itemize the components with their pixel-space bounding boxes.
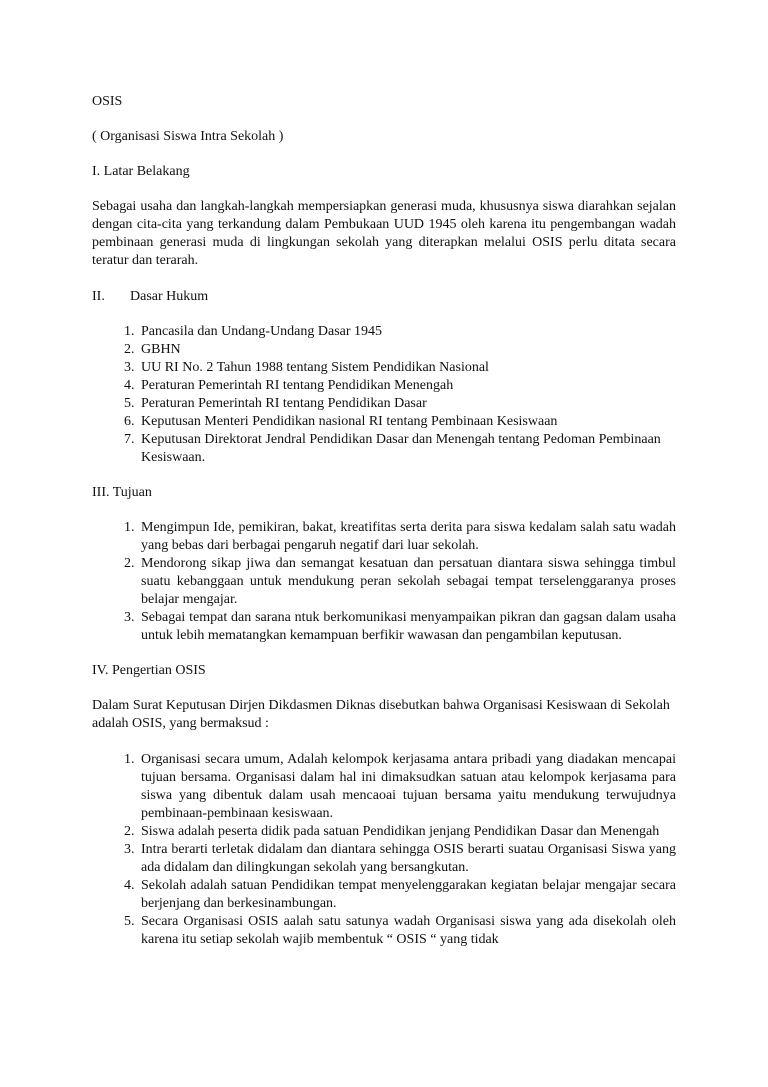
list-item: 5. Secara Organisasi OSIS aalah satu satunya wadah Organisasi siswa yang ada disekolah oleh karena itu setiap sekolah wajib membentuk “ OSIS “ yang tidak — [138, 913, 676, 949]
list-item: 4. Sekolah adalah satuan Pendidikan tempat menyelenggarakan kegiatan belajar mengajar secara berjenjang dan berkesinambungan. — [138, 877, 676, 913]
document-page — [92, 93, 676, 966]
list-item: 2. GBHN — [138, 341, 676, 359]
list-item: 5. Peraturan Pemerintah RI tentang Pendidikan Dasar — [138, 395, 676, 413]
list-item: 3. Sebagai tempat dan sarana ntuk berkomunikasi menyampaikan pikran dan gagsan dalam usaha untuk lebih mematangkan kemampuan berfikir wawasan dan pengambilan keputusan. — [138, 609, 676, 645]
list-item: 1. Mengimpun Ide, pemikiran, bakat, kreatifitas serta derita para siswa kedalam salah satu wadah yang bebas dari berbagai pengaruh negatif dari luar sekolah. — [138, 519, 676, 555]
section-heading-dasar — [92, 288, 676, 306]
doc-title: OSIS — [92, 94, 123, 109]
list-item: 1. Organisasi secara umum, Adalah kelompok kerjasama antara pribadi yang diadakan mencapai tujuan bersama. Organisasi dalam hal ini dimaksudkan satuan atau kelompok kerjasama para siswa yang dibentuk dalam usah mencaoai tujuan bersama yaitu mendukung terwujudnya pembinaan-pembinaan kesiswaan. — [138, 751, 676, 823]
list-item: 6. Keputusan Menteri Pendidikan nasional RI tentang Pembinaan Kesiswaan — [138, 413, 676, 431]
list-item: 2. Mendorong sikap jiwa dan semangat kesatuan dan persatuan diantara siswa sehingga timbul suatu kebanggaan untuk mendukung peran sekolah sebagai tempat terselenggaranya proses belajar mengajar. — [138, 555, 676, 609]
list-item: 4. Peraturan Pemerintah RI tentang Pendidikan Menengah — [138, 377, 676, 395]
list-item: 2. Siswa adalah peserta didik pada satuan Pendidikan jenjang Pendidikan Dasar dan Menengah — [138, 823, 676, 841]
pengertian-intro: Dalam Surat Keputusan Dirjen Dikdasmen Diknas disebutkan bahwa Organisasi Kesiswaan di Sekolah adalah OSIS, yang bermaksud : — [92, 698, 670, 731]
section-number: II. — [92, 289, 105, 304]
list-item: 3. UU RI No. 2 Tahun 1988 tentang Sistem Pendidikan Nasional — [138, 359, 676, 377]
section-heading-latar: I. Latar Belakang — [92, 164, 190, 179]
list-item: 7. Keputusan Direktorat Jendral Pendidikan Dasar dan Menengah tentang Pedoman Pembinaan Kesiswaan. — [138, 431, 676, 467]
latar-paragraph: Sebagai usaha dan langkah-langkah mempersiapkan generasi muda, khususnya siswa diarahkan sejalan dengan cita-cita yang terkandung dalam Pembukaan UUD 1945 oleh karena itu pengembangan wadah pembinaan generasi muda di lingkungan sekolah yang diterapkan melalui OSIS perlu ditata secara teratur dan terarah. — [92, 199, 676, 268]
list-item: 3. Intra berarti terletak didalam dan diantara sehingga OSIS berarti suatau Organisasi Siswa yang ada didalam dan dilingkungan sekolah yang bersangkutan. — [138, 841, 676, 877]
doc-subtitle: ( Organisasi Siswa Intra Sekolah ) — [92, 129, 284, 144]
section-heading-pengertian: IV. Pengertian OSIS — [92, 663, 206, 678]
section-title: Dasar Hukum — [130, 289, 209, 304]
list-item: 1. Pancasila dan Undang-Undang Dasar 1945 — [138, 323, 676, 341]
tujuan-list — [92, 519, 676, 645]
pengertian-list — [92, 751, 676, 949]
dasar-list — [92, 323, 676, 467]
section-heading-tujuan: III. Tujuan — [92, 485, 152, 500]
